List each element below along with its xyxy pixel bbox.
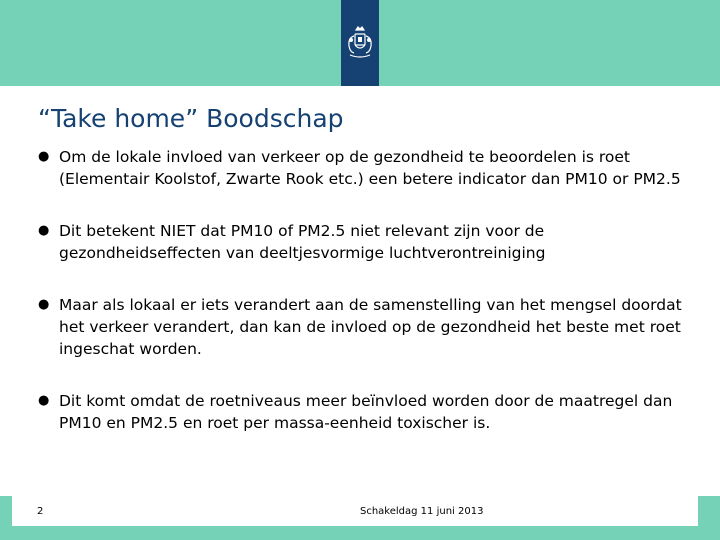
bullet-item xyxy=(38,220,698,264)
coat-of-arms-icon xyxy=(344,26,376,60)
bullet-item xyxy=(38,390,698,434)
bullet-icon: ● xyxy=(38,223,50,238)
bullet-text: Dit komt omdat de roetniveaus meer beïnvloed worden door de maatregel dan PM10 en PM2.5 en roet per massa-eenheid toxischer is. xyxy=(59,392,673,432)
bullet-icon: ● xyxy=(38,393,50,408)
page-number: 2 xyxy=(37,506,44,517)
bullet-list xyxy=(38,146,698,464)
bullet-text: Om de lokale invloed van verkeer op de gezondheid te beoordelen is roet (Elementair Koolstof, Zwarte Rook etc.) een betere indicator dan PM10 or PM2.5 xyxy=(59,148,681,188)
bullet-icon: ● xyxy=(38,297,50,312)
footer-text: Schakeldag 11 juni 2013 xyxy=(360,506,484,517)
bullet-icon: ● xyxy=(38,149,50,164)
bullet-item xyxy=(38,294,698,360)
bullet-text: Maar als lokaal er iets verandert aan de samenstelling van het mengsel doordat het verkeer verandert, dan kan de invloed op de gezondheid het beste met roet ingeschat worden. xyxy=(59,296,682,358)
bullet-item xyxy=(38,146,698,190)
bullet-text: Dit betekent NIET dat PM10 of PM2.5 niet relevant zijn voor de gezondheidseffecten van deeltjesvormige luchtverontreiniging xyxy=(59,222,546,262)
slide-title: “Take home” Boodschap xyxy=(38,104,344,133)
footer-panel xyxy=(12,496,698,526)
